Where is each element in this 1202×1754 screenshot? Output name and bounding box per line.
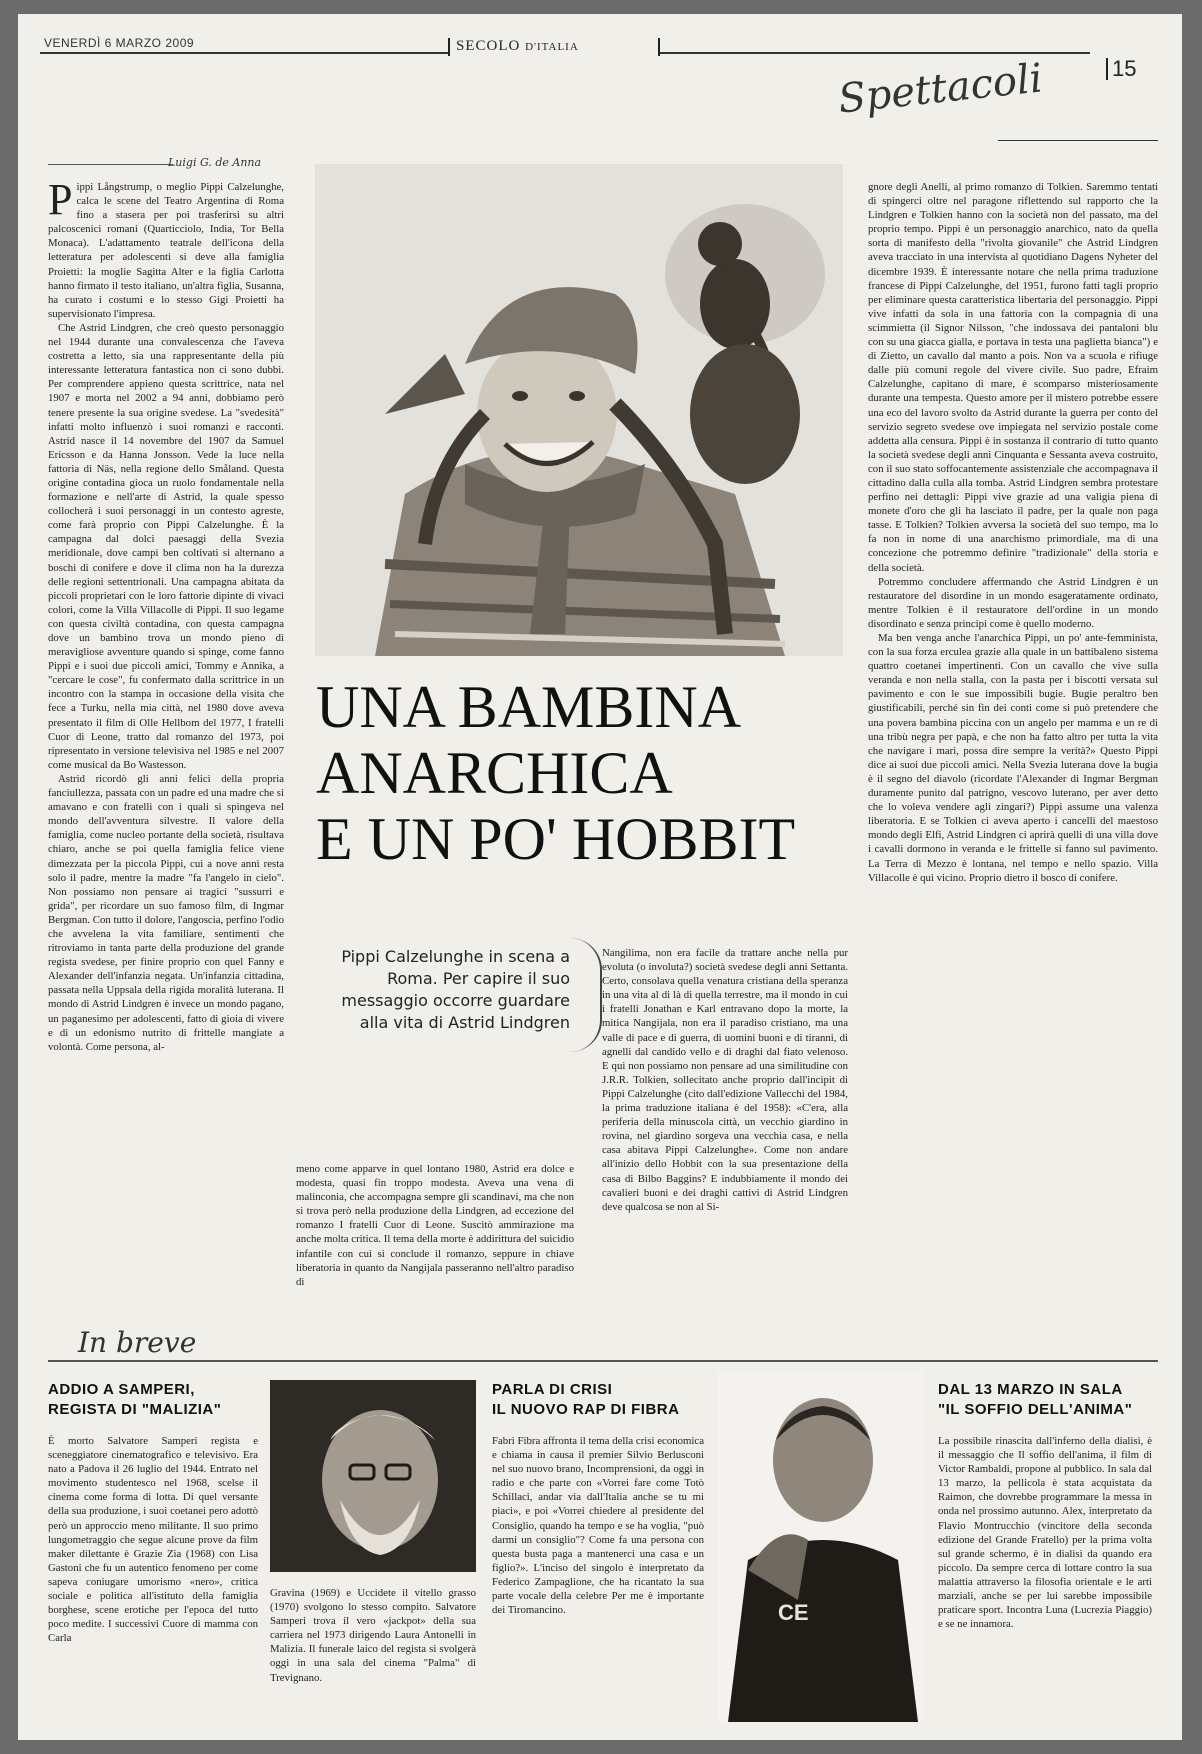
breve-paragraph: È morto Salvatore Samperi regista e sceneggiatore cinematografico e televisivo. Era nato a Padova il 26 luglio del 1944. Entrato nel movimento studentesco nel 1968, scelse il cinema come forma di lotta. Di quel versante della sua produzione, i suoi coetanei pero adottò però un approccio meno militante. Il suo primo lungometraggio che segue alcune prove da film maker dilettante è Grazie Zia (1968) con Lisa Gastoni che fu un autentico fenomeno per come sapeva coniugare umorismo «nero», critica sociale e politica all'istituto della famiglia borghese, scene erotiche per l'epoca del tutto poco medite. I successivi Cuore di mamma con Carla bbox=[48, 1435, 258, 1645]
newspaper-title-suffix: D'ITALIA bbox=[525, 41, 579, 53]
breve-headline-soffio bbox=[938, 1380, 1158, 1420]
montrucchio-photo bbox=[718, 1370, 924, 1722]
breve-text-samperi-continued bbox=[270, 1586, 476, 1724]
pippi-photo bbox=[315, 164, 843, 656]
article-headline bbox=[316, 674, 876, 872]
pippi-illustration bbox=[315, 164, 843, 656]
in-breve-label: In breve bbox=[78, 1326, 197, 1359]
headline-line: E UN PO' HOBBIT bbox=[316, 806, 796, 872]
section-underline bbox=[998, 140, 1158, 141]
header-rule-left bbox=[40, 52, 450, 54]
article-paragraph: Astrid ricordò gli anni felici della propria fanciullezza, passata con un padre ed una madre che si amavano e con fratelli con i quali si spingeva nel mondo dell'avventura silvestre. Il valore della famiglia, come nucleo portante della società, risultava chiaro, anche se poi quella famiglia felice viene dimezzata per la piccola Pippi, cui a nove anni resta solo il padre, mentre la madre "fa l'angelo in cielo". Non possiamo non pensare ai tragici "sussurri e grida", per ricordare un suo famoso film, di Ingmar Bergman. Con tutto il dolore, l'angoscia, perfino l'odio che avvelena la vita familiare, sentimenti che ritroviamo in tanta parte della produzione del grande regista svedese, per finire proprio con quel Fanny e Alexander dell'infanzia negata. Un'infanzia cittadina, passata nella Uppsala della rigida moralità luterana. Il mondo di Astrid Lindgren è invece un mondo pagano, un paganesimo per adolescenti, fatto di gioia di vivere e di un edonismo nutrito di frittelle mangiate a volontà. Come persona, al- bbox=[48, 772, 284, 1053]
newspaper-title: SECOLO bbox=[456, 38, 521, 54]
article-lead-text: ippi Långstrump, o meglio Pippi Calzelunghe, calca le scene del Teatro Argentina di Roma fino a stasera per poi trasferirsi su altri palcoscenici romani (Quarticciolo, India, Tor Bella Monaca). L'adattamento teatrale dell'icona della letteratura per adolescenti si deve alla famiglia Proietti: la moglie Sagitta Alter e la figlia Carlotta hanno firmato il testo italiano, un'altra figlia, Susanna, ha curato i costumi e lo stesso Gigi Proietti ha supervisionato l'impresa. bbox=[48, 181, 284, 320]
header-rule-right bbox=[660, 52, 1090, 54]
article-paragraph: Che Astrid Lindgren, che creò questo personaggio nel 1944 durante una convalescenza che l'aveva costretta a letto, sia una rappresentante della più interessante letteratura fantastica non ci sono dubbi. Per comprendere appieno questa scrittrice, nata nel 1907 e morta nel 2002 a 94 anni, dobbiamo però tenere presente la sua origine svedese. La "svedesità" infatti molto influenzò i suoi romanzi e racconti. Astrid nasce il 14 novembre del 1907 da Samuel Ericsson e da Hanna Jonsson. Vede la luce nella fattoria di Näs, nella regione dello Småland. Questa origine contadina gioca un ruolo fondamentale nella formazione e nell'arte di Astrid, la quale spesso collocherà i suoi personaggi in un contesto agreste, come farà proprio con Pippi Calzelunghe. È la campagna dal dolci paesaggi della Svezia meridionale, dove campi ben coltivati si alternano a boschi di conifere e dove il clima non ha la durezza delle regioni settentrionali. Una campagna abitata da piccoli proprietari con le loro fattorie dipinte di vivaci colori, come la Villa Villacolle di Pippi. Il suo legame con questa civiltà contadina, con questa campagna dove un bambino trova un mondo pieno di meravigliose avventure quando si spinge, come fanno Pippi e i suoi due piccoli amici, Tommy e Annika, a "cercare le cose", fu confermato dalla scrittrice in un incontro con la stampa in occasione della visita che fece a Turku, nella mia città, nel 1980 dove aveva presentato il film di Olle Hellbom del 1977, I fratelli Cuor di Leone, tratto dal romanzo del 1973, poi ripresentato in versione televisiva nel 1985 e nel 2007 come musical da Bo Wastesson. bbox=[48, 321, 284, 771]
samperi-illustration bbox=[270, 1380, 476, 1572]
article-paragraph bbox=[48, 180, 284, 321]
shirt-print: CE bbox=[778, 1600, 809, 1625]
breve-text-soffio bbox=[938, 1434, 1152, 1724]
drop-cap: P bbox=[48, 180, 73, 224]
breve-headline-line: REGISTA DI "MALIZIA" bbox=[48, 1401, 222, 1418]
breve-text-samperi bbox=[48, 1434, 258, 1724]
page-number: 15 bbox=[1106, 58, 1136, 80]
article-paragraph: meno come apparve in quel lontano 1980, Astrid era dolce e modesta, quasi fin troppo modesta. Aveva una vena di malinconia, che accompagna sempre gli scandinavi, ma che non si trova però nella produzione della Lindgren, ad eccezione del romanzo I fratelli Cuor di Leone. Suscitò ammirazione ma anche molta critica. Il tema della morte è addirittura del suicidio infantile con cui si conclude il romanzo, seppure in chiave liberatoria in quanto da Nangijala passeranno nell'altro paradiso di bbox=[296, 1163, 574, 1288]
breve-headline-line: PARLA DI CRISI bbox=[492, 1381, 613, 1398]
article-paragraph: Nangilima, non era facile da trattare anche nella pur evoluta (o involuta?) società svedese degli anni Settanta. Certo, consolava quella venatura cristiana della speranza in una vita al di là di quella terrestre, ma il mondo in cui i fratelli Jonathan e Karl entravano dopo la morte, la mitica Nangijala, non era il paradiso cristiano, ma una valle di pace e di guerra, di uomini buoni e di tiranni, di agnelli dal candido vello e di draghi dal fiato velenoso. E qui non possiamo non pensare ad una similitudine con J.R.R. Tolkien, sollecitato anche proprio dall'incipit di Pippi Calzelunghe (cito dall'edizione Vallecchi del 1984, la prima traduzione italiana è del 1958): «C'era, alla periferia della minuscola città, un vecchio giardino in rovina, nel giardino sorgeva una vecchia casa, e nella casa abitava Pippi Calzelunghe». Come non andare all'inizio dello Hobbit con la sua presentazione della casa di Bilbo Baggins? E indubbiamente il mondo dei cavalieri buoni e dei draghi cattivi di Astrid Lindgren deve qualcosa se non al Si- bbox=[602, 947, 848, 1213]
article-deck: Pippi Calzelunghe in scena a Roma. Per capire il suo messaggio occorre guardare alla vita di Astrid Lindgren bbox=[341, 947, 570, 1032]
article-column-2 bbox=[296, 1162, 574, 1302]
breve-text-fibra bbox=[492, 1434, 704, 1724]
breve-headline-line: "IL SOFFIO DELL'ANIMA" bbox=[938, 1401, 1133, 1418]
breve-headline-fibra bbox=[492, 1380, 712, 1420]
article-paragraph: gnore degli Anelli, al primo romanzo di Tolkien. Saremmo tentati di spingerci oltre nel paragone riflettendo sul rapporto che la Lindgren e Tolkien hanno con la società non del passato, ma del proprio tempo. Pippi è un personaggio anarchico, nato da quella sorta di manifesto della "rivolta giovanile" che Astrid Lindgren aveva tracciato in una intervista al quotidiano Dagens Nyheter del dicembre 1939. È interessante notare che nella prima traduzione francese di Pippi Calzelunghe, del 1951, furono fatti tagli proprio per eliminare questa caratteristica libertaria del personaggio. Pippi vive infatti da sola in una fattoria con la compagnia di una scimmietta (il Signor Nilsson, "che indossava dei pantaloni blu con su una giacca gialla, e portava in testa una paglietta bianca") e di Zietto, un cavallo dal manto a pois. Non va a scuola e rifiuge dalle più comuni regole del vivere civile. Suo padre, Efraim Calzelunghe, capitano di mare, è scomparso misteriosamente durante una tempesta. Questo amore per il mistero potrebbe essere una eco del lavoro svolto da Astrid durante la guerra per conto del servizio segreto svedese ove impiegata nel servizio postale come addetta alla censura. Pippi è in sostanza il contrario di tutto quanto la società svedese degli anni Cinquanta e Sessanta aveva costruito, con il suo stato soffocantemente assistenziale che accompagnava il cittadino dalla culla alla tomba. Astrid Lindgren sembra protestare perfino nei dettagli: Pippi vive grazie ad una valigia piena di monete d'oro che gli ha lasciato il padre, per la quale non paga tasse. E Tolkien? Tolkien avversa la società del suo tempo, ma lo fa non in nome di una anarchismo primordiale, ma di una concezione che potremmo definire "tradizionale" della storia e della società. bbox=[868, 181, 1158, 574]
newspaper-name bbox=[456, 38, 579, 55]
article-paragraph: Potremmo concludere affermando che Astrid Lindgren è un restauratore del disordine in un mondo esageratamente ordinato, mentre Tolkien è il restauratore dell'ordine in un mondo disordinato e senza principi come è quello moderno. bbox=[868, 575, 1158, 630]
montrucchio-illustration bbox=[718, 1370, 924, 1722]
headline-line: UNA BAMBINA bbox=[316, 674, 742, 740]
header-bar-left bbox=[448, 38, 450, 56]
breve-paragraph: Fabri Fibra affronta il tema della crisi economica e chiama in causa il premier Silvio Berlusconi nel suo nuovo brano, Incomprensioni, da oggi in radio e che parte con «Vorrei fare come Totò Schillaci, andar via dall'Italia anche se tu mi piaci», e poi «Vorrei chiedere al presidente del Consiglio, quando ha tempo e se ha voglia, "può darmi un consiglio"? Come fa una persona con questa busta paga a mantenerci una casa e un figlio?». L'inciso del singolo è interpretato da Federico Zampaglione, che ha ricantato la sua parte vocale della celebre Per me è importante dei Tiromancino. bbox=[492, 1435, 704, 1617]
breve-headline-line: IL NUOVO RAP DI FIBRA bbox=[492, 1401, 680, 1418]
byline-rule bbox=[48, 164, 173, 165]
headline-line: ANARCHICA bbox=[316, 740, 673, 806]
breve-headline-line: DAL 13 MARZO IN SALA bbox=[938, 1381, 1123, 1398]
newspaper-page bbox=[18, 14, 1182, 1740]
section-title: Spettacoli bbox=[836, 55, 1045, 123]
breve-paragraph: La possibile rinascita dall'inferno della dialisi, è il messaggio che Il soffio dell'anima, il film di Victor Rambaldi, propone al pubblico. In sala dal 13 marzo, la pellicola è stata acquistata da Raimon, che dovrebbe programmare la messa in onda nel prossimo autunno. Alex, interpretato da Flavio Montrucchio (vincitore della seconda edizione del Grande Fratello) per la prima volta sul grande schermo, è in dialisi da quando era piccolo. Da sempre cerca di lottare contro la sua malattia attraverso la filosofia orientale e le arti marziali, anche se per lui sarebbe impossibile praticare sport. Incontra Luna (Lucrezia Piaggio) e se ne innamora. bbox=[938, 1435, 1152, 1631]
article-column-4 bbox=[868, 180, 1158, 1302]
article-column-3 bbox=[602, 946, 848, 1302]
breve-paragraph: Gravina (1969) e Uccidete il vitello grasso (1970) svolgono lo stesso compito. Salvatore Samperi trova il vero «jackpot» della sua carriera nel 1973 dirigendo Laura Antonelli in Malizia. Il funerale laico del regista si svolgerà oggi in una sala del cinema "Palma" di Trevignano. bbox=[270, 1587, 476, 1684]
breve-headline-samperi bbox=[48, 1380, 258, 1420]
breve-headline-line: ADDIO A SAMPERI, bbox=[48, 1381, 195, 1398]
article-column-1 bbox=[48, 180, 284, 1302]
samperi-photo bbox=[270, 1380, 476, 1572]
deck-bracket bbox=[570, 938, 602, 1052]
in-breve-rule bbox=[48, 1360, 1158, 1362]
issue-date: VENERDÌ 6 MARZO 2009 bbox=[44, 36, 195, 50]
article-paragraph: Ma ben venga anche l'anarchica Pippi, un po' ante-femminista, con la sua forza erculea grazie alla quale in un battibaleno sistema quattro coetanei impertinenti. Con un cavallo che vive sulla veranda e non nella stalla, con la pasta per i biscotti versata sul pavimento e con le sue impossibili bugie. Bugie peraltro ben giustificabili, perché sin fin dei conti come si può pretendere che una povera bambina piccina con un angelo per mamma e un re di una tribù negra per papà, e che non ha fatto altro per tutta la vita che navigare i mari, possa dire sempre la verità?» Questo Pippi dice ai suoi due piccoli amici. Nella Svezia luterana dove la bugia è il segno del diavolo (ricordate l'Alexander di Ingmar Bergman duramente punito dal patrigno, vescovo luterano, per aver detto che lo voleva vendere agli zingari?) Pippi assume una valenza liberatoria. E se Tolkien ci aveva aperto i cancelli del maestoso mondo degli Elfi, Astrid Lindgren ci aprirà quelli di una villa dove i cavalli dormono in veranda e le frittelle si fanno sul pavimento. La Terra di Mezzo è lontana, nel tempo e nello spazio. Villa Villacolle è qui vicino. Proprio dietro il bosco di conifere. bbox=[868, 632, 1158, 884]
byline: Luigi G. de Anna bbox=[168, 156, 262, 169]
